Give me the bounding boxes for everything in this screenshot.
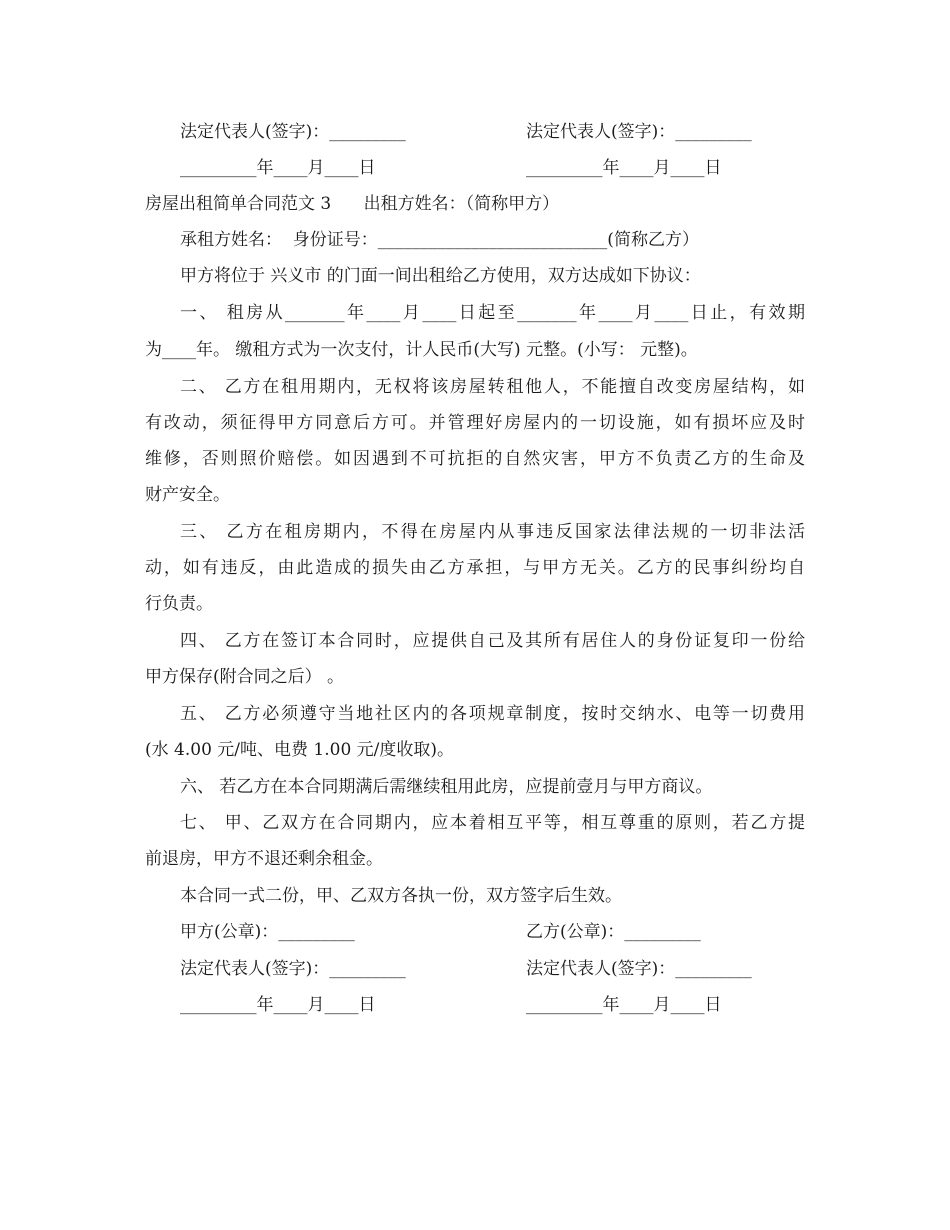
- party-a-seal: 甲方(公章)：_________: [180, 922, 355, 942]
- tenant-line: 承租方姓名： 身份证号：___________________________(简称乙方）: [180, 230, 699, 250]
- bottom-left-date: _________年____月____日: [180, 995, 376, 1015]
- clause-4-line-2: 甲方保存(附合同之后） 。: [145, 667, 345, 687]
- party-b-seal: 乙方(公章)：_________: [526, 922, 701, 942]
- top-right-rep-signature: 法定代表人(签字)：_________: [526, 122, 752, 142]
- clause-5-line-2: (水 4.00 元/吨、电费 1.00 元/度收取)。: [145, 740, 455, 760]
- clause-1-line-1: 一、 租房从_______年____月____日起至_______年____月____日止，有效期: [180, 303, 805, 323]
- clause-6: 六、 若乙方在本合同期满后需继续租用此房，应提前壹月与甲方商议。: [180, 777, 713, 797]
- bottom-right-rep-signature: 法定代表人(签字)：_________: [526, 959, 752, 979]
- clause-5-line-1: 五、 乙方必须遵守当地社区内的各项规章制度，按时交纳水、电等一切费用: [180, 704, 805, 724]
- closing-statement: 本合同一式二份，甲、乙双方各执一份，双方签字后生效。: [180, 886, 622, 906]
- top-right-date: _________年____月____日: [526, 158, 722, 178]
- intro-paragraph: 甲方将位于 兴义市 的门面一间出租给乙方使用，双方达成如下协议：: [180, 266, 701, 286]
- bottom-right-date: _________年____月____日: [526, 995, 722, 1015]
- clause-3-line-3: 行负责。: [145, 594, 213, 614]
- clause-7-line-1: 七、 甲、乙双方在合同期内，应本着相互平等，相互尊重的原则，若乙方提: [180, 813, 805, 833]
- clause-2-line-1: 二、 乙方在租用期内，无权将该房屋转租他人，不能擅自改变房屋结构，如: [180, 377, 805, 397]
- bottom-left-rep-signature: 法定代表人(签字)：_________: [180, 959, 406, 979]
- clause-2-line-2: 有改动，须征得甲方同意后方可。并管理好房屋内的一切设施，如有损坏应及时: [145, 413, 805, 433]
- top-left-rep-signature: 法定代表人(签字)：_________: [180, 122, 406, 142]
- clause-3-line-2: 动，如有违反，由此造成的损失由乙方承担，与甲方无关。乙方的民事纠纷均自: [145, 558, 805, 578]
- top-left-date: _________年____月____日: [180, 158, 376, 178]
- clause-4-line-1: 四、 乙方在签订本合同时，应提供自己及其所有居住人的身份证复印一份给: [180, 631, 805, 651]
- clause-2-line-4: 财产安全。: [145, 485, 230, 505]
- contract-title-line: 房屋出租简单合同范文 3 出租方姓名：（简称甲方）: [145, 194, 560, 214]
- clause-1-line-2: 为____年。 缴租方式为一次支付，计人民币(大写) 元整。(小写： 元整)。: [145, 340, 698, 360]
- clause-2-line-3: 维修，否则照价赔偿。如因遇到不可抗拒的自然灾害，甲方不负责乙方的生命及: [145, 449, 805, 469]
- clause-7-line-2: 前退房，甲方不退还剩余租金。: [145, 849, 383, 869]
- clause-3-line-1: 三、 乙方在租房期内，不得在房屋内从事违反国家法律法规的一切非法活: [180, 522, 805, 542]
